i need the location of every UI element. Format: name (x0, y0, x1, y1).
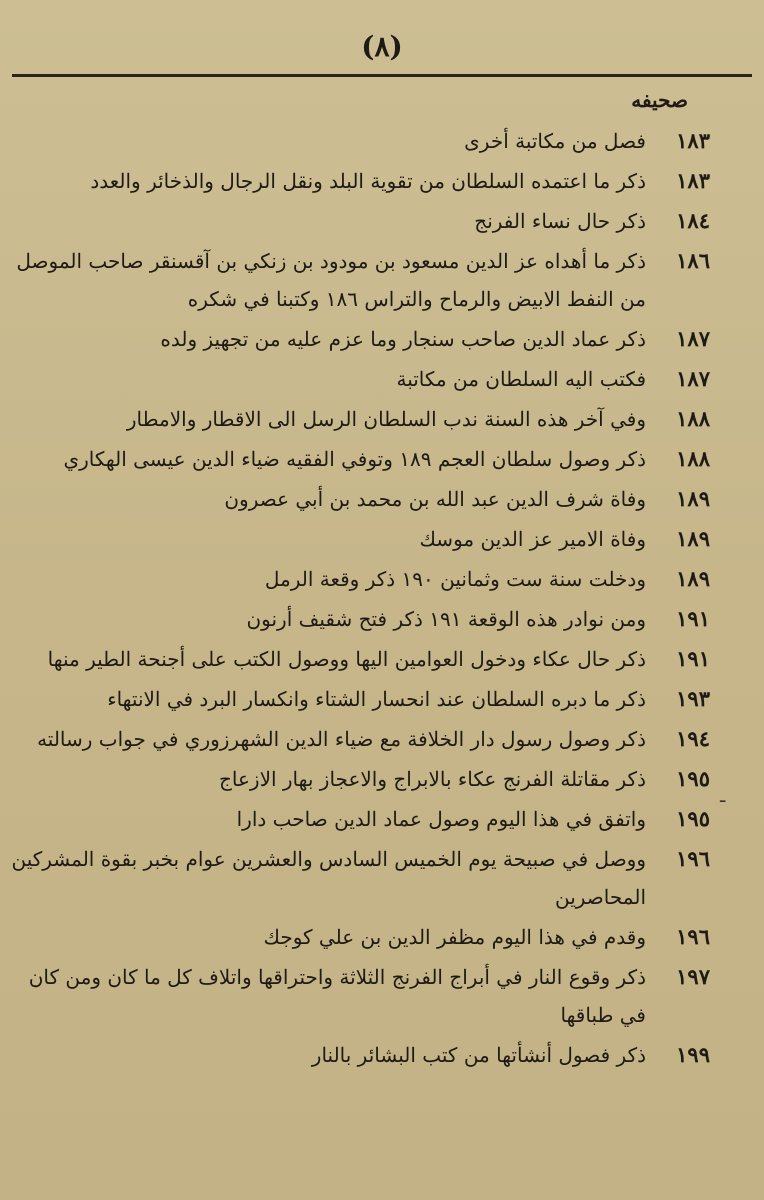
entry-title: ذكر وصول سلطان العجم ١٨٩ وتوفي الفقيه ضياء الدين عيسى الهكاري (63, 447, 646, 471)
entry-title: ذكر حال عكاء ودخول العوامين اليها ووصول الكتب على أجنحة الطير منها (47, 647, 646, 671)
toc-entry (10, 400, 710, 438)
toc-entry (10, 440, 710, 478)
toc-entry (10, 242, 710, 318)
toc-entry (10, 840, 710, 916)
entry-page-number: ١٨٩ (676, 526, 710, 551)
toc-entry (10, 520, 710, 558)
entry-page-number: ١٨٣ (676, 128, 710, 153)
page-number: (٨) (361, 30, 403, 63)
toc-entry (10, 162, 710, 200)
table-of-contents (10, 122, 710, 1076)
toc-entry (10, 720, 710, 758)
entry-page-number: ١٨٩ (676, 566, 710, 591)
entry-title: فصل من مكاتبة أخرى (464, 129, 646, 153)
toc-entry (10, 320, 710, 358)
entry-page-number: ١٨٤ (676, 208, 710, 233)
toc-entry (10, 918, 710, 956)
entry-page-number: ١٩١ (676, 646, 710, 671)
entry-page-number: ١٩١ (676, 606, 710, 631)
entry-title: وفي آخر هذه السنة ندب السلطان الرسل الى الاقطار والامطار (126, 407, 646, 431)
entry-title: وفاة الامير عز الدين موسك (419, 527, 646, 551)
entry-title: واتفق في هذا اليوم وصول عماد الدين صاحب دارا (236, 807, 646, 831)
entry-title: وقدم في هذا اليوم مظفر الدين بن علي كوجك (263, 925, 646, 949)
entry-title: ومن نوادر هذه الوقعة ١٩١ ذكر فتح شقيف أرنون (246, 607, 646, 631)
toc-entry (10, 800, 710, 838)
entry-title: ووصل في صبيحة يوم الخميس السادس والعشرين عوام بخبر بقوة المشركين المحاصرين (11, 847, 646, 909)
entry-title: ذكر حال نساء الفرنج (474, 209, 646, 233)
entry-page-number: ١٩٧ (676, 964, 710, 989)
entry-page-number: ١٩٣ (676, 686, 710, 711)
toc-entry (10, 958, 710, 1034)
entry-title: ذكر مقاتلة الفرنج عكاء بالابراج والاعجاز بهار الازعاج (218, 767, 646, 791)
entry-title: ذكر ما اعتمده السلطان من تقوية البلد ونقل الرجال والذخائر والعدد (90, 169, 646, 193)
toc-entry (10, 760, 710, 798)
page-column-header: صحيفه (631, 88, 688, 112)
entry-page-number: ١٨٣ (676, 168, 710, 193)
entry-page-number: ١٩٥ (676, 806, 710, 831)
entry-page-number: ١٨٧ (676, 326, 710, 351)
entry-page-number: ١٩٦ (676, 846, 710, 871)
toc-entry (10, 680, 710, 718)
entry-title: ودخلت سنة ست وثمانين ١٩٠ ذكر وقعة الرمل (264, 567, 646, 591)
entry-page-number: ١٨٧ (676, 366, 710, 391)
entry-page-number: ١٩٦ (676, 924, 710, 949)
toc-entry (10, 560, 710, 598)
entry-page-number: ١٨٨ (676, 446, 710, 471)
entry-page-number: ١٨٦ (676, 248, 710, 273)
entry-page-number: ١٩٥ (676, 766, 710, 791)
entry-page-number: ١٨٩ (676, 486, 710, 511)
entry-title: ذكر فصول أنشأتها من كتب البشائر بالنار (311, 1043, 646, 1067)
header-rule (12, 74, 752, 77)
entry-title: ذكر عماد الدين صاحب سنجار وما عزم عليه من تجهيز ولده (160, 327, 646, 351)
toc-entry (10, 202, 710, 240)
entry-title: ذكر وقوع النار في أبراج الفرنج الثلاثة واحتراقها واتلاف كل ما كان ومن كان في طباقها (28, 965, 646, 1027)
margin-mark: ـ (720, 786, 726, 807)
entry-title: ذكر وصول رسول دار الخلافة مع ضياء الدين الشهرزوري في جواب رسالته (37, 727, 646, 751)
entry-page-number: ١٨٨ (676, 406, 710, 431)
toc-entry (10, 640, 710, 678)
toc-entry (10, 1036, 710, 1074)
toc-entry (10, 600, 710, 638)
entry-title: ذكر ما دبره السلطان عند انحسار الشتاء وانكسار البرد في الانتهاء (107, 687, 646, 711)
entry-title: ذكر ما أهداه عز الدين مسعود بن مودود بن زنكي بن آقسنقر صاحب الموصل من النفط الابيض والرماح والتراس ١٨٦ وكتبنا في شكره (16, 249, 646, 311)
entry-page-number: ١٩٩ (676, 1042, 710, 1067)
toc-entry (10, 360, 710, 398)
entry-title: وفاة شرف الدين عبد الله بن محمد بن أبي عصرون (224, 487, 646, 511)
toc-entry (10, 480, 710, 518)
entry-page-number: ١٩٤ (676, 726, 710, 751)
entry-title: فكتب اليه السلطان من مكاتبة (396, 367, 646, 391)
toc-entry (10, 122, 710, 160)
